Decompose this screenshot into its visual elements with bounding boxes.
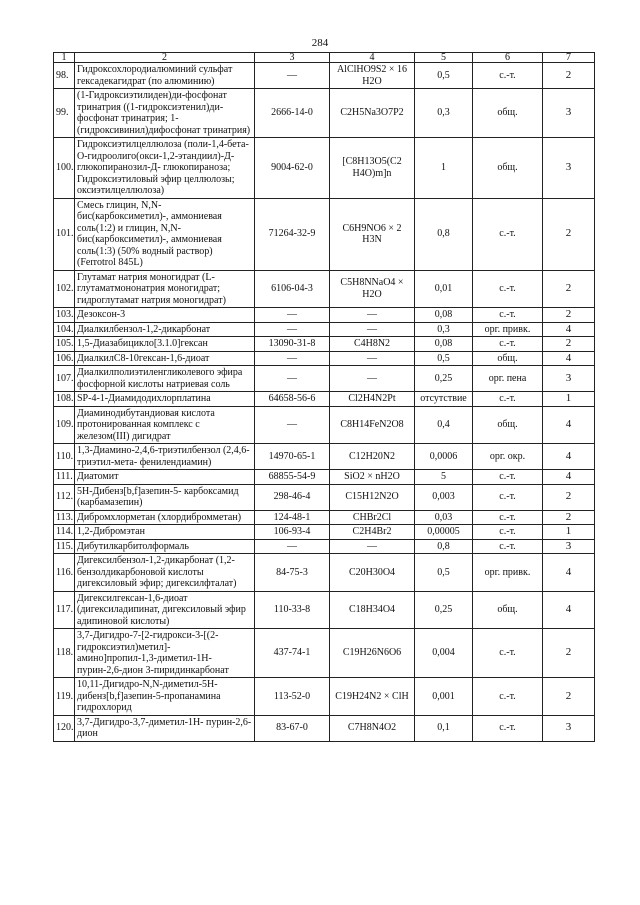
substance-name: Гидроксохлородиалюминий сульфат гексадекагидрат (по алюминию) — [75, 63, 255, 89]
cas-number: — — [255, 308, 330, 323]
concentration-value: отсутствие — [415, 392, 473, 407]
table-row — [54, 554, 595, 592]
table-row — [54, 510, 595, 525]
harmfulness-indicator: общ. — [473, 89, 543, 138]
concentration-value: 0,5 — [415, 63, 473, 89]
chemical-formula: C18H34O4 — [330, 591, 415, 629]
table-row — [54, 322, 595, 337]
table-row — [54, 484, 595, 510]
chemical-formula: C6H9NO6 × 2 H3N — [330, 198, 415, 270]
harmfulness-indicator: с.-т. — [473, 470, 543, 485]
chemical-formula: C15H12N2O — [330, 484, 415, 510]
row-number: 110. — [54, 444, 75, 470]
chemical-formula: — — [330, 322, 415, 337]
concentration-value: 0,1 — [415, 715, 473, 741]
concentration-value: 0,01 — [415, 270, 473, 308]
row-number: 105. — [54, 337, 75, 352]
harmfulness-indicator: орг. пена — [473, 366, 543, 392]
column-header: 7 — [543, 53, 595, 63]
hazard-class: 4 — [543, 470, 595, 485]
harmfulness-indicator: с.-т. — [473, 629, 543, 678]
row-number: 111. — [54, 470, 75, 485]
hazard-class: 4 — [543, 444, 595, 470]
row-number: 100. — [54, 138, 75, 199]
substance-name: 1,2-Дибромэтан — [75, 525, 255, 540]
table-row — [54, 351, 595, 366]
chemical-formula: — — [330, 351, 415, 366]
harmfulness-indicator: с.-т. — [473, 678, 543, 716]
substance-name: 1,5-Диазабицикло[3.1.0]гексан — [75, 337, 255, 352]
hazard-class: 4 — [543, 322, 595, 337]
substance-name: Диалкилбензол-1,2-дикарбонат — [75, 322, 255, 337]
substance-name: Дигексилгексан-1,6-диоат (дигексиладипинат, дигексиловый эфир адипиновой кислоты) — [75, 591, 255, 629]
hazard-class: 2 — [543, 678, 595, 716]
cas-number: 84-75-3 — [255, 554, 330, 592]
cas-number: 64658-56-6 — [255, 392, 330, 407]
harmfulness-indicator: с.-т. — [473, 484, 543, 510]
substance-name: Гидроксиэтилцеллюлоза (поли-1,4-бета-О-гидроолиго(окси-1,2-этандиил)-Д-глюкопиранозил-Д- глюкопираноза; Гидроксиэтиловый эфир целлюлозы; оксиэтилцеллюлоза) — [75, 138, 255, 199]
row-number: 115. — [54, 539, 75, 554]
substance-name: Диаминодибутандиовая кислота протонированная комплекс с железом(III) дигидрат — [75, 406, 255, 444]
concentration-value: 0,001 — [415, 678, 473, 716]
substance-name: SP-4-1-Диамидодихлорплатина — [75, 392, 255, 407]
row-number: 120. — [54, 715, 75, 741]
harmfulness-indicator: с.-т. — [473, 198, 543, 270]
row-number: 112. — [54, 484, 75, 510]
substance-name: 1,3-Диамино-2,4,6-триэтилбензол (2,4,6-триэтил-мета- фенилендиамин) — [75, 444, 255, 470]
harmfulness-indicator: с.-т. — [473, 392, 543, 407]
hazard-class: 1 — [543, 525, 595, 540]
cas-number: 110-33-8 — [255, 591, 330, 629]
row-number: 114. — [54, 525, 75, 540]
concentration-value: 0,25 — [415, 366, 473, 392]
harmfulness-indicator: общ. — [473, 591, 543, 629]
concentration-value: 0,08 — [415, 308, 473, 323]
concentration-value: 0,25 — [415, 591, 473, 629]
table-row — [54, 270, 595, 308]
row-number: 118. — [54, 629, 75, 678]
column-header: 2 — [75, 53, 255, 63]
harmfulness-indicator: с.-т. — [473, 715, 543, 741]
table-row — [54, 525, 595, 540]
row-number: 117. — [54, 591, 75, 629]
table-row — [54, 392, 595, 407]
chemical-formula: Cl2H4N2Pt — [330, 392, 415, 407]
hazard-class: 2 — [543, 484, 595, 510]
concentration-value: 0,03 — [415, 510, 473, 525]
chemical-formula: C4H8N2 — [330, 337, 415, 352]
table-row — [54, 366, 595, 392]
substance-name: 3,7-Дигидро-7-[2-гидрокси-3-[(2-гидроксиэтил)метил]- амино]пропил-1,3-диметил-1Н- пурин-2,6-дион 3-пиридинкарбонат — [75, 629, 255, 678]
harmfulness-indicator: с.-т. — [473, 510, 543, 525]
substance-name: Смесь глицин, N,N-бис(карбоксиметил)-, аммониевая соль(1:2) и глицин, N,N-бис(карбоксиметил)-, аммониевая соль(1:3) (50% водный раствор) (Ferrotrol 845L) — [75, 198, 255, 270]
hazard-class: 2 — [543, 629, 595, 678]
chemical-formula: SiO2 × nH2O — [330, 470, 415, 485]
hazard-class: 3 — [543, 138, 595, 199]
page-number: 284 — [311, 37, 329, 49]
concentration-value: 5 — [415, 470, 473, 485]
chemical-formula: C20H30O4 — [330, 554, 415, 592]
chemical-formula: C7H8N4O2 — [330, 715, 415, 741]
hazard-class: 4 — [543, 406, 595, 444]
hazard-class: 4 — [543, 591, 595, 629]
harmfulness-indicator: общ. — [473, 138, 543, 199]
cas-number: 83-67-0 — [255, 715, 330, 741]
concentration-value: 0,4 — [415, 406, 473, 444]
hazard-class: 3 — [543, 366, 595, 392]
cas-number: — — [255, 539, 330, 554]
hazard-class: 2 — [543, 63, 595, 89]
table-row — [54, 470, 595, 485]
harmfulness-indicator: с.-т. — [473, 308, 543, 323]
column-header: 4 — [330, 53, 415, 63]
hazard-class: 4 — [543, 554, 595, 592]
concentration-value: 0,8 — [415, 539, 473, 554]
concentration-value: 1 — [415, 138, 473, 199]
row-number: 104. — [54, 322, 75, 337]
cas-number: 6106-04-3 — [255, 270, 330, 308]
hazard-class: 2 — [543, 337, 595, 352]
cas-number: 9004-62-0 — [255, 138, 330, 199]
cas-number: — — [255, 351, 330, 366]
row-number: 102. — [54, 270, 75, 308]
substance-name: Дезоксон-3 — [75, 308, 255, 323]
table-row — [54, 715, 595, 741]
table-row — [54, 444, 595, 470]
substance-name: 10,11-Дигидро-N,N-диметил-5Н-дибенз[b,f]азепин-5-пропанамина гидрохлорид — [75, 678, 255, 716]
cas-number: 106-93-4 — [255, 525, 330, 540]
chemical-formula: C12H20N2 — [330, 444, 415, 470]
concentration-value: 0,8 — [415, 198, 473, 270]
chemical-formula: — — [330, 366, 415, 392]
cas-number: 113-52-0 — [255, 678, 330, 716]
harmfulness-indicator: общ. — [473, 406, 543, 444]
substances-table — [53, 52, 595, 742]
substance-name: Глутамат натрия моногидрат (L-глутаматмононатрия моногидрат; гидроглутамат натрия моногидрат) — [75, 270, 255, 308]
cas-number: 71264-32-9 — [255, 198, 330, 270]
table-row — [54, 678, 595, 716]
harmfulness-indicator: с.-т. — [473, 63, 543, 89]
column-header: 3 — [255, 53, 330, 63]
row-number: 108. — [54, 392, 75, 407]
substance-name: Диатомит — [75, 470, 255, 485]
chemical-formula: C2H4Br2 — [330, 525, 415, 540]
harmfulness-indicator: орг. окр. — [473, 444, 543, 470]
substance-name: 5Н-Дибенз[b,f]азепин-5- карбоксамид (карбамазепин) — [75, 484, 255, 510]
concentration-value: 0,00005 — [415, 525, 473, 540]
substance-name: Дибромхлорметан (хлордибромметан) — [75, 510, 255, 525]
concentration-value: 0,003 — [415, 484, 473, 510]
row-number: 113. — [54, 510, 75, 525]
chemical-formula: C5H8NNaO4 × H2O — [330, 270, 415, 308]
hazard-class: 4 — [543, 351, 595, 366]
chemical-formula: [C8H13O5(C2 H4O)m]n — [330, 138, 415, 199]
hazard-class: 2 — [543, 510, 595, 525]
harmfulness-indicator: с.-т. — [473, 539, 543, 554]
cas-number: 68855-54-9 — [255, 470, 330, 485]
substance-name: Дибутилкарбитолформаль — [75, 539, 255, 554]
chemical-formula: C19H24N2 × ClH — [330, 678, 415, 716]
substance-name: (1-Гидроксиэтилиден)ди-фосфонат тринатрия ((1-гидроксиэтенил)ди-фосфонат тринатрия; 1-(гидроксивинил)дифосфонат тринатрия) — [75, 89, 255, 138]
table-row — [54, 63, 595, 89]
chemical-formula: — — [330, 308, 415, 323]
column-header: 6 — [473, 53, 543, 63]
row-number: 116. — [54, 554, 75, 592]
concentration-value: 0,004 — [415, 629, 473, 678]
row-number: 99. — [54, 89, 75, 138]
harmfulness-indicator: орг. привк. — [473, 322, 543, 337]
substance-name: Дигексилбензол-1,2-дикарбонат (1,2-бензолдикарбоновой кислоты дигексиловый эфир; дигексилфталат) — [75, 554, 255, 592]
cas-number: — — [255, 322, 330, 337]
table-row — [54, 89, 595, 138]
substance-name: Диалкилполиэтиленгликолевого эфира фосфорной кислоты натриевая соль — [75, 366, 255, 392]
substance-name: ДиалкилС8-10гексан-1,6-диоат — [75, 351, 255, 366]
row-number: 109. — [54, 406, 75, 444]
table-row — [54, 629, 595, 678]
row-number: 119. — [54, 678, 75, 716]
row-number: 101. — [54, 198, 75, 270]
cas-number: 14970-65-1 — [255, 444, 330, 470]
hazard-class: 3 — [543, 539, 595, 554]
chemical-formula: C8H14FeN2O8 — [330, 406, 415, 444]
chemical-formula: — — [330, 539, 415, 554]
concentration-value: 0,5 — [415, 554, 473, 592]
substance-name: 3,7-Дигидро-3,7-диметил-1Н- пурин-2,6-дион — [75, 715, 255, 741]
cas-number: — — [255, 406, 330, 444]
table-row — [54, 138, 595, 199]
concentration-value: 0,3 — [415, 322, 473, 337]
row-number: 103. — [54, 308, 75, 323]
cas-number: 437-74-1 — [255, 629, 330, 678]
hazard-class: 2 — [543, 270, 595, 308]
chemical-formula: C19H26N6O6 — [330, 629, 415, 678]
column-header: 5 — [415, 53, 473, 63]
harmfulness-indicator: с.-т. — [473, 525, 543, 540]
chemical-formula: AlClHO9S2 × 16 H2O — [330, 63, 415, 89]
table-row — [54, 406, 595, 444]
table-row — [54, 539, 595, 554]
harmfulness-indicator: с.-т. — [473, 337, 543, 352]
hazard-class: 3 — [543, 715, 595, 741]
table-row — [54, 591, 595, 629]
table-row — [54, 337, 595, 352]
table-row — [54, 198, 595, 270]
cas-number: 124-48-1 — [255, 510, 330, 525]
cas-number: 2666-14-0 — [255, 89, 330, 138]
table-row — [54, 308, 595, 323]
column-number-row — [54, 53, 595, 63]
concentration-value: 0,3 — [415, 89, 473, 138]
hazard-class: 3 — [543, 89, 595, 138]
harmfulness-indicator: общ. — [473, 351, 543, 366]
row-number: 106. — [54, 351, 75, 366]
row-number: 98. — [54, 63, 75, 89]
hazard-class: 2 — [543, 198, 595, 270]
hazard-class: 1 — [543, 392, 595, 407]
harmfulness-indicator: орг. привк. — [473, 554, 543, 592]
cas-number: 298-46-4 — [255, 484, 330, 510]
concentration-value: 0,08 — [415, 337, 473, 352]
concentration-value: 0,5 — [415, 351, 473, 366]
hazard-class: 2 — [543, 308, 595, 323]
cas-number: — — [255, 366, 330, 392]
harmfulness-indicator: с.-т. — [473, 270, 543, 308]
row-number: 107. — [54, 366, 75, 392]
column-header: 1 — [54, 53, 75, 63]
cas-number: — — [255, 63, 330, 89]
cas-number: 13090-31-8 — [255, 337, 330, 352]
chemical-formula: CHBr2Cl — [330, 510, 415, 525]
concentration-value: 0,0006 — [415, 444, 473, 470]
chemical-formula: C2H5Na3O7P2 — [330, 89, 415, 138]
